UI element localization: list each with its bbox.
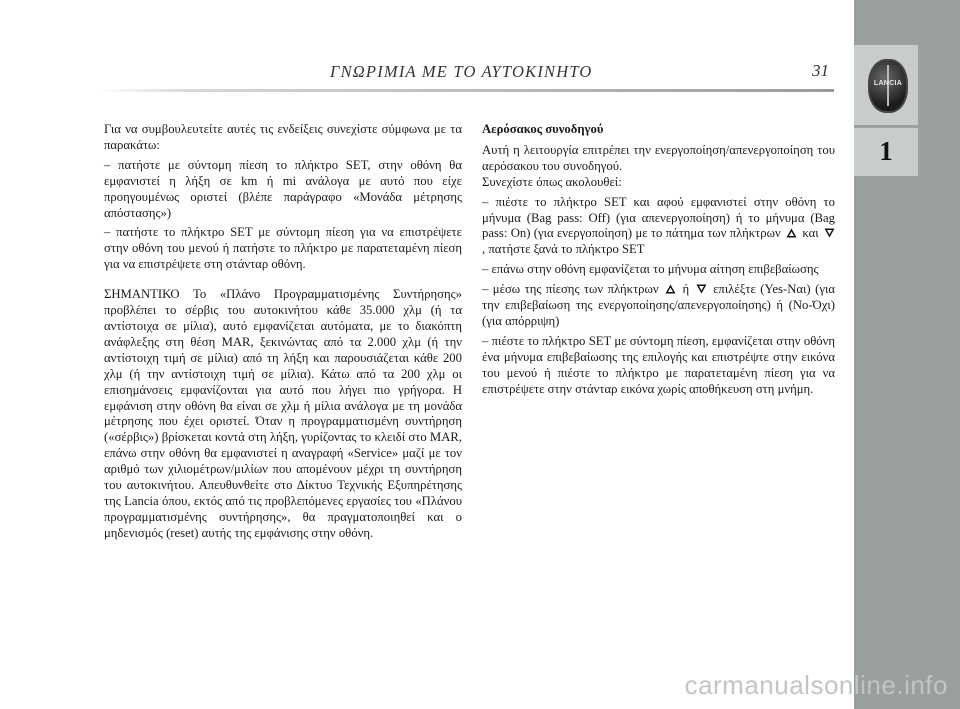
body-paragraph: Αυτή η λειτουργία επιτρέπει την ενεργοποίηση/απενεργοποίηση του αερόσακου του συνοδηγού. — [482, 142, 835, 173]
page-header-title: ΓΝΩΡΙΜΙΑ ΜΕ ΤΟ ΑΥΤΟΚΙΝΗΤΟ — [330, 62, 593, 81]
triangle-down-icon — [824, 228, 835, 238]
step-text: , πατήστε ξανά το πλήκτρο SET — [482, 242, 645, 257]
chapter-number: 1 — [879, 136, 893, 166]
step-text: – πιέστε το πλήκτρο SET και αφού εμφανιστεί στην οθόνη το μήνυμα (Bag pass: Off) (για απενεργοποίηση) ή το μήνυμα (Bag pass: On) (για ενεργοποίηση) με το πάτημα των πλήκτρων — [482, 194, 835, 241]
step-text: επιλέξτε (Yes-Ναι) (για την επιβεβαίωση της ενεργοποίησης/απενεργοποίησης) ή (No-Όχι) (για απόρριψη) — [482, 282, 836, 328]
chapter-side-tab — [854, 0, 960, 709]
watermark: carmanualsonline.info — [684, 670, 948, 700]
triangle-up-icon — [786, 228, 797, 238]
header-divider — [100, 89, 834, 92]
triangle-up-icon — [665, 284, 676, 294]
important-note: ΣΗΜΑΝΤΙΚΟ Το «Πλάνο Προγραμματισμένης Συντήρησης» προβλέπει το σέρβις του αυτοκινήτου κάθε 35.000 χλμ (ή τα αντίστοιχα σε μίλια), αυτό εμφανίζεται αυτόματα, με το διακόπτη ανάφλεξης στη θέση MAR, ξεκινώντας από τα 2.000 χλμ (ή την αντίστοιχη τιμή σε μίλια) από τη λήξη και παρουσιάζεται κάθε 200 χλμ (ή την αντίστοιχη τιμή σε μίλια). Κάτω από τα 200 χλμ οι επισημάνσεις εμφανίζονται για αυτό που λήγει πιο γρήγορα. Η εμφάνιση στην οθόνη θα είναι σε χλμ ή μίλια ανάλογα με τη μονάδα μέτρησης που έχει οριστεί. Όταν η προγραμματισμένη συντήρηση («σέρβις») βρίσκεται κοντά στη λήξη, γυρίζοντας το κλειδί στο MAR, επάνω στην οθόνη θα εμφανιστεί η αναγραφή «Service» μαζί με τον αριθμό των χιλιομέτρων/μιλίων που απομένουν μέχρι τη συντήρηση του αυτοκινήτου. Απευθυνθείτε στο Δίκτυο Τεχνικής Εξυπηρέτησης της Lancia όπου, εκτός από τις προβλεπόμενες εργασίες του «Πλάνου προγραμματισμένης συντήρησης», θα πραγματοποιηθεί και ο μηδενισμός (reset) αυτής της εμφάνισης στην οθόνη. — [104, 287, 462, 540]
intro-paragraph: Για να συμβουλευτείτε αυτές τις ενδείξεις συνεχίστε σύμφωνα με τα παρακάτω: — [104, 122, 462, 152]
step-paragraph — [482, 195, 835, 259]
body-paragraph: Συνεχίστε όπως ακολουθεί: — [482, 174, 622, 189]
logo-cell — [854, 45, 918, 125]
section-heading: Αερόσακος συνοδηγού — [482, 122, 604, 136]
lancia-logo — [868, 59, 908, 113]
triangle-down-icon — [696, 284, 707, 294]
logo-text: LANCIA — [873, 80, 903, 87]
chapter-tab[interactable] — [854, 128, 918, 176]
step-paragraph — [482, 282, 835, 330]
step-paragraph: – επάνω στην οθόνη εμφανίζεται το μήνυμα αίτηση επιβεβαίωσης — [482, 262, 819, 277]
step-text: – μέσω της πίεσης των πλήκτρων — [482, 282, 659, 297]
step-text: και — [802, 226, 819, 241]
step-paragraph: – πιέστε το πλήκτρο SET με σύντομη πίεση, εμφανίζεται στην οθόνη ένα μήνυμα επιβεβαίωσης της επιλογής και επιστρέψτε στην εικόνα του μενού ή πιέστε το πλήκτρο με παρατεταμένη πίεση για να επιστρέψετε στην στάνταρ εικόνα χωρίς αποθήκευση στη μνήμη. — [482, 333, 835, 396]
step-text: ή — [682, 282, 690, 297]
page-number: 31 — [812, 61, 829, 80]
left-column — [104, 122, 462, 546]
step-paragraph: – πατήστε το πλήκτρο SET με σύντομη πίεση για να επιστρέψετε στην οθόνη του μενού ή πατήστε το πλήκτρο με παρατεταμένη πίεση για να επιστρέψετε στη στάνταρ οθόνη. — [104, 225, 462, 272]
step-paragraph: – πατήστε με σύντομη πίεση το πλήκτρο SET, στην οθόνη θα εμφανιστεί η λήξη σε km ή mi ανάλογα με αυτό που είχε προηγουμένως οριστεί (βλέπε παράγραφο «Μονάδα μέτρησης απόστασης») — [104, 157, 462, 220]
right-column — [482, 122, 835, 402]
